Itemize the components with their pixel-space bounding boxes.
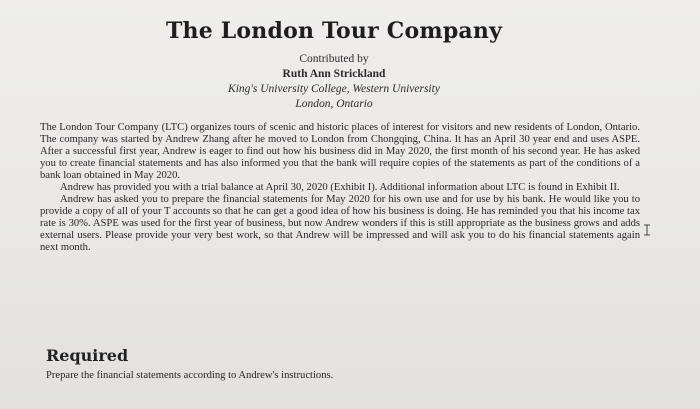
author-location: London, Ontario (295, 98, 373, 110)
author-name: Ruth Ann Strickland (282, 68, 386, 80)
paragraph-trial-balance: Andrew has provided you with a trial balance at April 30, 2020 (Exhibit I). Additional information about LTC is found in Exhibit II. (60, 182, 620, 193)
case-body (40, 122, 640, 254)
author-affiliation: King's University College, Western University (228, 83, 440, 95)
contributed-label: Contributed by (299, 53, 369, 65)
required-heading: Required (46, 346, 129, 365)
paragraph-instructions: Andrew has asked you to prepare the financial statements for May 2020 for his own use and for use by his bank. He would like you to provide a copy of all of your T accounts so that he can get a good idea of how his business is doing. He has reminded you that his income tax rate is 30%. ASPE was used for the first year of business, but now Andrew wonders if this is still appropriate as the business grows and adds external users. Please provide your very best work, so that Andrew will be impressed and will ask you to do his financial statements again next month. (40, 194, 640, 253)
paragraph-intro: The London Tour Company (LTC) organizes tours of scenic and historic places of interest for visitors and new residents of London, Ontario. The company was started by Andrew Zhang after he moved to London from Chongqing, China. It has an April 30 year end and uses ASPE. After a successful first year, Andrew is eager to find out how his business did in May 2020, the first month of his second year. He has asked you to create financial statements and has also informed you that the bank will require copies of the statements as part of the conditions of a bank loan obtained in May 2020. (40, 122, 640, 181)
text-cursor-icon (643, 224, 651, 236)
required-text: Prepare the financial statements according to Andrew's instructions. (46, 370, 334, 381)
page-title: The London Tour Company (165, 18, 503, 44)
